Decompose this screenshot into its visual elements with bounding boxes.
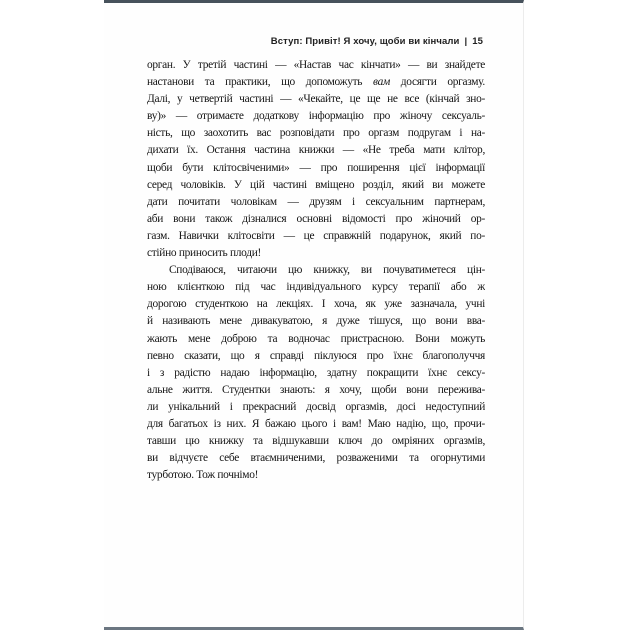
text-line: Сподіваюся, читаючи цю книжку, ви почуватиметеся цін- [169,264,485,277]
text-line: ність, що заохотить вас розповідати про оргазм подругам і на- [147,127,485,140]
text-line: ною клієнткою під час індивідуального курсу терапії або ж [147,281,485,294]
text-line: ви відчуєте себе втаємниченими, розваженими та огорнутими [147,452,485,465]
text-line: дихати їх. Остання частина книжки — «Не треба мати клітор, [147,144,485,157]
text-line: аби вони також дізналися основні відомості про жіночий ор- [147,212,485,225]
page-number: 15 [472,36,483,47]
text-line: тавши цю книжку та відшукавши ключ до омріяних оргазмів, [147,435,485,448]
text-line: настанови та практики, що допоможуть вам досягти оргазму. [147,76,485,89]
book-page [104,0,524,630]
text-line: й називають мене дивакуватою, я дуже тішуся, що вони вва- [147,315,485,328]
text-line: для багатьох із них. Я бажаю цього і вам! Маю надію, що, прочи- [147,417,485,430]
text-line: ву)» — отримаєте додаткову інформацію про жіночу сексуаль- [147,110,485,123]
running-head-title: Вступ: Привіт! Я хочу, щоби ви кінчали [270,36,460,47]
text-line: газм. Навички клітосвіти — це справжній подарунок, який по- [147,229,485,242]
text-line: альне життя. Студентки знають: я хочу, щоби вони пережива- [147,383,485,396]
running-head [147,36,483,47]
text-line: дати почитати чоловікам — друзям і сексуальним партнерам, [147,195,485,208]
text-line: і з радістю надаю інформацію, здатну покращити їхнє сексу- [147,366,485,379]
text-line: турботою. Тож почнімо! [147,469,259,482]
text-line: певно сказати, що я справді піклуюся про їхнє благополуччя [147,349,485,362]
body-text [147,57,485,484]
text-line: стійно приносить плоди! [147,247,261,260]
text-line: жають мене доброю та водночас пристрасною. Вони можуть [147,332,485,345]
text-line: орган. У третій частині — «Настав час кінчати» — ви знайдете [147,59,485,71]
text-line: ли унікальний і прекрасний досвід оргазмів, досі недоступний [147,400,485,413]
text-line: серед чоловіків. У цій частині вміщено розділ, який ви можете [147,178,485,191]
text-line: Далі, у четвертій частині — «Чекайте, це ще не все (кінчай зно- [147,93,485,106]
text-line: дорогою студенткою на лекціях. І хоча, як уже зазначала, учні [147,298,485,311]
running-head-separator: | [464,36,468,47]
text-line: щоби бути клітосвіченими» — про поширення цієї інформації [147,161,485,174]
